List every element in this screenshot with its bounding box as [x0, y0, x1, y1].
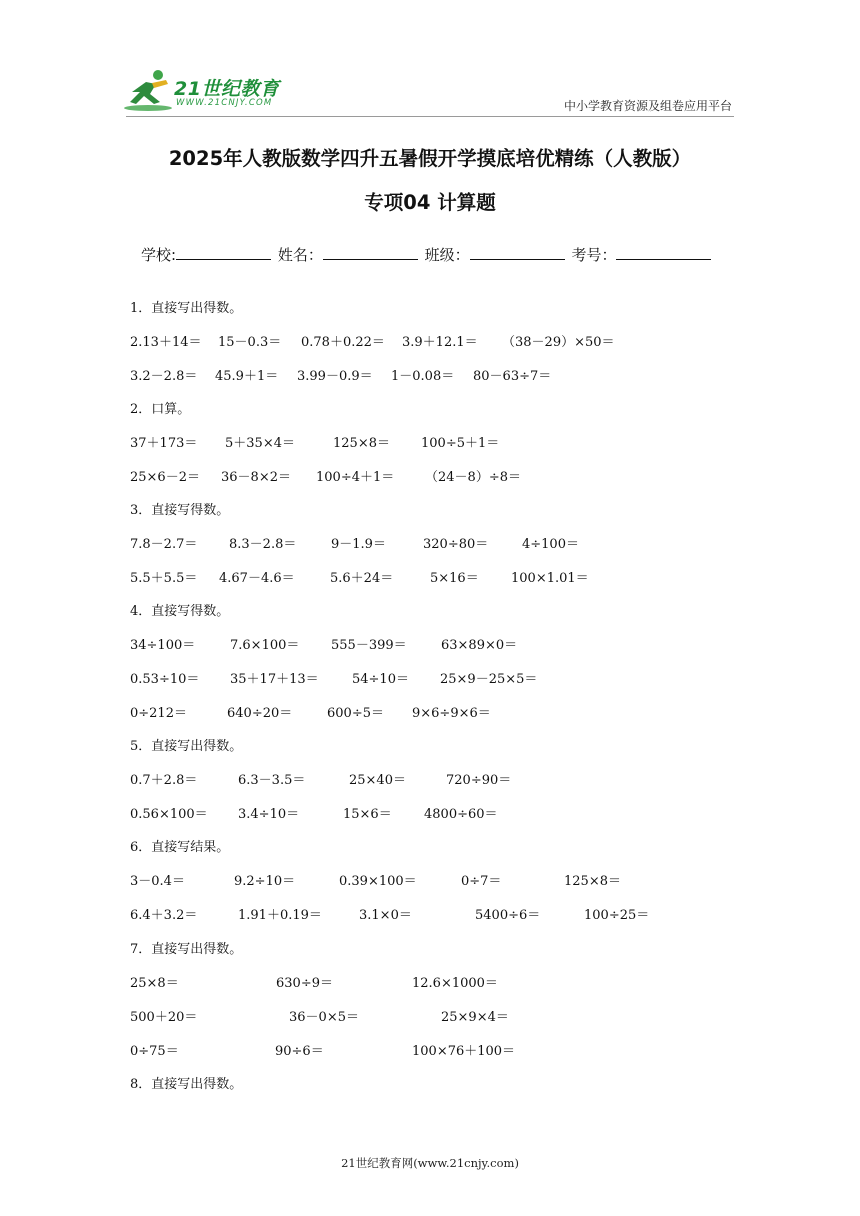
q5-r1-item4: 720÷90＝ — [446, 773, 512, 788]
q5-r2-item2: 3.4÷10＝ — [238, 807, 300, 822]
q3-r2-item2: 4.67－4.6＝ — [219, 571, 295, 586]
q2-r2-item1: 25×6－2＝ — [130, 470, 200, 485]
q2-r1-item1: 37＋173＝ — [130, 436, 198, 451]
school-label: 学校: — [141, 246, 177, 264]
q4-r2-item2: 35＋17＋13＝ — [230, 672, 319, 687]
q1-r2-item3: 3.99－0.9＝ — [297, 369, 373, 384]
q4-r1-item3: 555－399＝ — [331, 638, 407, 653]
q1-r1-item3: 0.78＋0.22＝ — [301, 335, 385, 350]
page-title: 2025年人教版数学四升五暑假开学摸底培优精练（人教版） — [168, 147, 692, 170]
number-blank[interactable] — [616, 245, 711, 260]
q7-r3-item2: 90÷6＝ — [275, 1044, 324, 1059]
q7-r1-item2: 630÷9＝ — [276, 976, 333, 991]
question-4-label: 4．直接写得数。 — [130, 604, 230, 619]
q4-r1-item4: 63×89×0＝ — [441, 638, 518, 653]
q3-r1-item5: 4÷100＝ — [522, 537, 579, 552]
class-blank[interactable] — [470, 245, 565, 260]
q4-r3-item3: 600÷5＝ — [327, 706, 384, 721]
q6-r2-item5: 100÷25＝ — [584, 908, 650, 923]
q1-r2-item4: 1－0.08＝ — [391, 369, 455, 384]
q7-r3-item3: 100×76＋100＝ — [412, 1044, 516, 1059]
q5-r1-item2: 6.3－3.5＝ — [238, 773, 306, 788]
q7-r1-item1: 25×8＝ — [130, 976, 179, 991]
q3-r1-item2: 8.3－2.8＝ — [229, 537, 297, 552]
q1-r1-item4: 3.9＋12.1＝ — [402, 335, 478, 350]
logo — [122, 68, 294, 114]
q7-r2-item1: 500＋20＝ — [130, 1010, 198, 1025]
question-5-label: 5．直接写出得数。 — [130, 739, 243, 754]
q5-r2-item3: 15×6＝ — [343, 807, 392, 822]
name-blank[interactable] — [323, 245, 418, 260]
q7-r2-item2: 36－0×5＝ — [289, 1010, 359, 1025]
question-1-label: 1．直接写出得数。 — [130, 301, 243, 316]
q2-r1-item2: 5＋35×4＝ — [225, 436, 295, 451]
q2-r1-item3: 125×8＝ — [333, 436, 390, 451]
q5-r1-item1: 0.7＋2.8＝ — [130, 773, 198, 788]
q4-r1-item1: 34÷100＝ — [130, 638, 196, 653]
q6-r2-item1: 6.4＋3.2＝ — [130, 908, 198, 923]
q7-r1-item3: 12.6×1000＝ — [412, 976, 498, 991]
q1-r1-item1: 2.13＋14＝ — [130, 335, 202, 350]
header-divider — [126, 116, 734, 117]
q2-r1-item4: 100÷5＋1＝ — [421, 436, 500, 451]
q1-r2-item5: 80－63÷7＝ — [473, 369, 552, 384]
q3-r2-item5: 100×1.01＝ — [511, 571, 589, 586]
q7-r3-item1: 0÷75＝ — [130, 1044, 179, 1059]
q3-r2-item1: 5.5＋5.5＝ — [130, 571, 198, 586]
page-footer: 21世纪教育网(www.21cnjy.com) — [341, 1156, 519, 1170]
q4-r2-item3: 54÷10＝ — [352, 672, 409, 687]
page-subtitle: 专项04 计算题 — [364, 191, 496, 214]
student-info-line — [141, 244, 713, 265]
name-label: 姓名： — [277, 246, 323, 264]
q4-r3-item2: 640÷20＝ — [227, 706, 293, 721]
logo-url: WWW.21CNJY.COM — [176, 98, 273, 108]
q1-r1-item5: （38－29）×50＝ — [502, 335, 615, 350]
question-2-label: 2．口算。 — [130, 402, 191, 417]
q3-r2-item4: 5×16＝ — [430, 571, 479, 586]
q4-r2-item4: 25×9－25×5＝ — [440, 672, 538, 687]
q5-r2-item4: 4800÷60＝ — [424, 807, 498, 822]
q4-r3-item1: 0÷212＝ — [130, 706, 187, 721]
q2-r2-item2: 36－8×2＝ — [221, 470, 291, 485]
q4-r1-item2: 7.6×100＝ — [230, 638, 300, 653]
q3-r1-item3: 9－1.9＝ — [331, 537, 386, 552]
q6-r1-item4: 0÷7＝ — [461, 874, 502, 889]
q7-r2-item3: 25×9×4＝ — [441, 1010, 509, 1025]
runner-logo-icon — [122, 68, 174, 114]
header-platform-text: 中小学教育资源及组卷应用平台 — [563, 99, 732, 113]
q6-r1-item2: 9.2÷10＝ — [234, 874, 296, 889]
q2-r2-item3: 100÷4＋1＝ — [316, 470, 395, 485]
q3-r1-item1: 7.8－2.7＝ — [130, 537, 198, 552]
q5-r1-item3: 25×40＝ — [349, 773, 406, 788]
question-8-label: 8．直接写出得数。 — [130, 1077, 243, 1092]
q3-r1-item4: 320÷80＝ — [423, 537, 489, 552]
q6-r1-item5: 125×8＝ — [564, 874, 621, 889]
school-blank[interactable] — [176, 245, 271, 260]
q1-r2-item1: 3.2－2.8＝ — [130, 369, 198, 384]
q2-r2-item4: （24－8）÷8＝ — [425, 470, 521, 485]
q1-r1-item2: 15－0.3＝ — [218, 335, 282, 350]
question-7-label: 7．直接写出得数。 — [130, 942, 243, 957]
q1-r2-item2: 45.9＋1＝ — [215, 369, 279, 384]
q6-r2-item2: 1.91＋0.19＝ — [238, 908, 322, 923]
class-label: 班级： — [424, 246, 470, 264]
q4-r3-item4: 9×6÷9×6＝ — [412, 706, 491, 721]
q6-r2-item3: 3.1×0＝ — [359, 908, 412, 923]
q6-r1-item3: 0.39×100＝ — [339, 874, 417, 889]
q5-r2-item1: 0.56×100＝ — [130, 807, 208, 822]
question-6-label: 6．直接写结果。 — [130, 840, 230, 855]
question-3-label: 3．直接写得数。 — [130, 503, 230, 518]
logo-text: 21世纪教育 — [174, 78, 280, 100]
number-label: 考号： — [571, 246, 617, 264]
q6-r2-item4: 5400÷6＝ — [475, 908, 541, 923]
q4-r2-item1: 0.53÷10＝ — [130, 672, 200, 687]
q6-r1-item1: 3－0.4＝ — [130, 874, 185, 889]
q3-r2-item3: 5.6＋24＝ — [330, 571, 394, 586]
